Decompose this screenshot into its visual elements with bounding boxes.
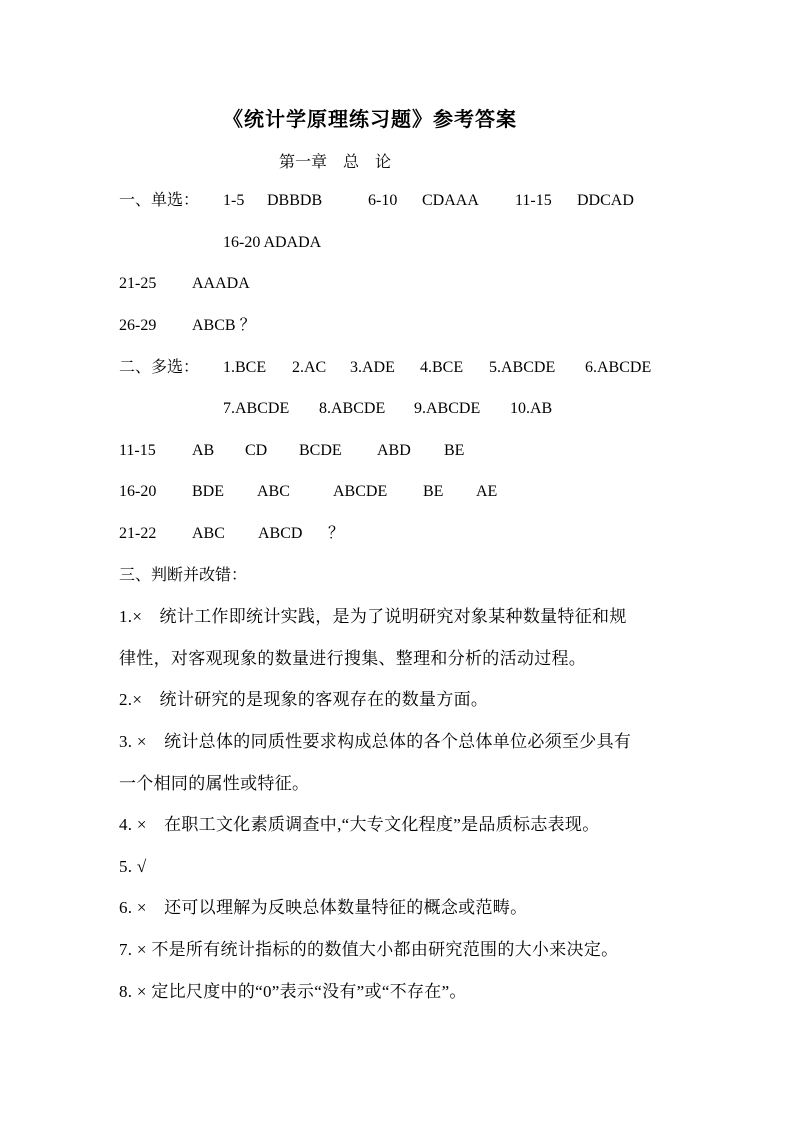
answer-value: ABC (257, 483, 290, 500)
answer-value: BCDE (299, 442, 342, 459)
judgement-item: 8. × 定比尺度中的“0”表示“没有”或“不存在”。 (119, 982, 467, 1001)
judgement-item: 6. × 还可以理解为反映总体数量特征的概念或范畴。 (119, 898, 528, 917)
answer-range: 21-22 (119, 525, 157, 542)
judgement-item: 2.× 统计研究的是现象的客观存在的数量方面。 (119, 690, 489, 709)
answer-range: 11-15 (515, 192, 552, 209)
answer-value: ？ (328, 525, 345, 542)
answer-value: 1.BCE (223, 359, 267, 376)
answer-value: BE (444, 442, 465, 459)
answer-value: DDCAD (577, 192, 634, 209)
answer-range: 1-5 (223, 192, 245, 209)
answer-value: DBBDB (267, 192, 323, 209)
answer-value: CD (245, 442, 268, 459)
single-choice-label: 一、单选： (119, 192, 200, 209)
single-choice-row-2: 16-20 ADADA (223, 234, 322, 251)
answer-value: ABD (377, 442, 411, 459)
answer-range: 21-25 (119, 275, 157, 292)
multi-choice-row-1 (119, 357, 679, 379)
multi-choice-row-4 (119, 481, 539, 503)
answer-value: AAADA (192, 275, 250, 292)
answer-value: 6.ABCDE (585, 359, 652, 376)
single-choice-row-1 (119, 190, 679, 212)
answer-value: CDAAA (422, 192, 479, 209)
answer-value: 3.ADE (350, 359, 395, 376)
judgement-item: 3. × 统计总体的同质性要求构成总体的各个总体单位必须至少具有 (119, 732, 632, 751)
answer-range: 6-10 (368, 192, 398, 209)
answer-value: 10.AB (510, 400, 553, 417)
multi-choice-row-2 (223, 398, 563, 420)
judgement-label: 三、判断并改错： (119, 567, 248, 584)
judgement-item: 4. × 在职工文化素质调查中,“大专文化程度”是品质标志表现。 (119, 815, 600, 834)
answer-value: 9.ABCDE (414, 400, 481, 417)
answer-value: BDE (192, 483, 224, 500)
page-title: 《统计学原理练习题》参考答案 (223, 109, 517, 131)
answer-value: ABCB ？ (192, 317, 256, 334)
multi-choice-row-5 (119, 523, 419, 545)
answer-value: ABCD (258, 525, 303, 542)
answer-value: 2.AC (292, 359, 327, 376)
answer-range: 26-29 (119, 317, 157, 334)
judgement-item: 7. × 不是所有统计指标的的数值大小都由研究范围的大小来决定。 (119, 940, 619, 959)
answer-value: 8.ABCDE (319, 400, 386, 417)
answer-value: 7.ABCDE (223, 400, 290, 417)
answer-value: ABCDE (333, 483, 388, 500)
chapter-heading: 第一章 总 论 (279, 154, 392, 171)
multi-choice-label: 二、多选： (119, 359, 200, 376)
answer-range: 11-15 (119, 442, 156, 459)
answer-range: 16-20 (119, 483, 157, 500)
single-choice-row-4 (119, 315, 419, 337)
answer-value: 5.ABCDE (489, 359, 556, 376)
answer-value: AB (192, 442, 215, 459)
judgement-item: 1.× 统计工作即统计实践，是为了说明研究对象某种数量特征和规 (119, 607, 627, 626)
judgement-item: 律性，对客观现象的数量进行搜集、整理和分析的活动过程。 (119, 649, 587, 668)
answer-value: 4.BCE (420, 359, 464, 376)
judgement-item: 一个相同的属性或特征。 (119, 774, 310, 793)
answer-value: AE (476, 483, 498, 500)
single-choice-row-3 (119, 273, 419, 295)
answer-value: ABC (192, 525, 225, 542)
multi-choice-row-3 (119, 440, 519, 462)
answer-value: BE (423, 483, 444, 500)
judgement-item: 5. √ (119, 857, 147, 876)
